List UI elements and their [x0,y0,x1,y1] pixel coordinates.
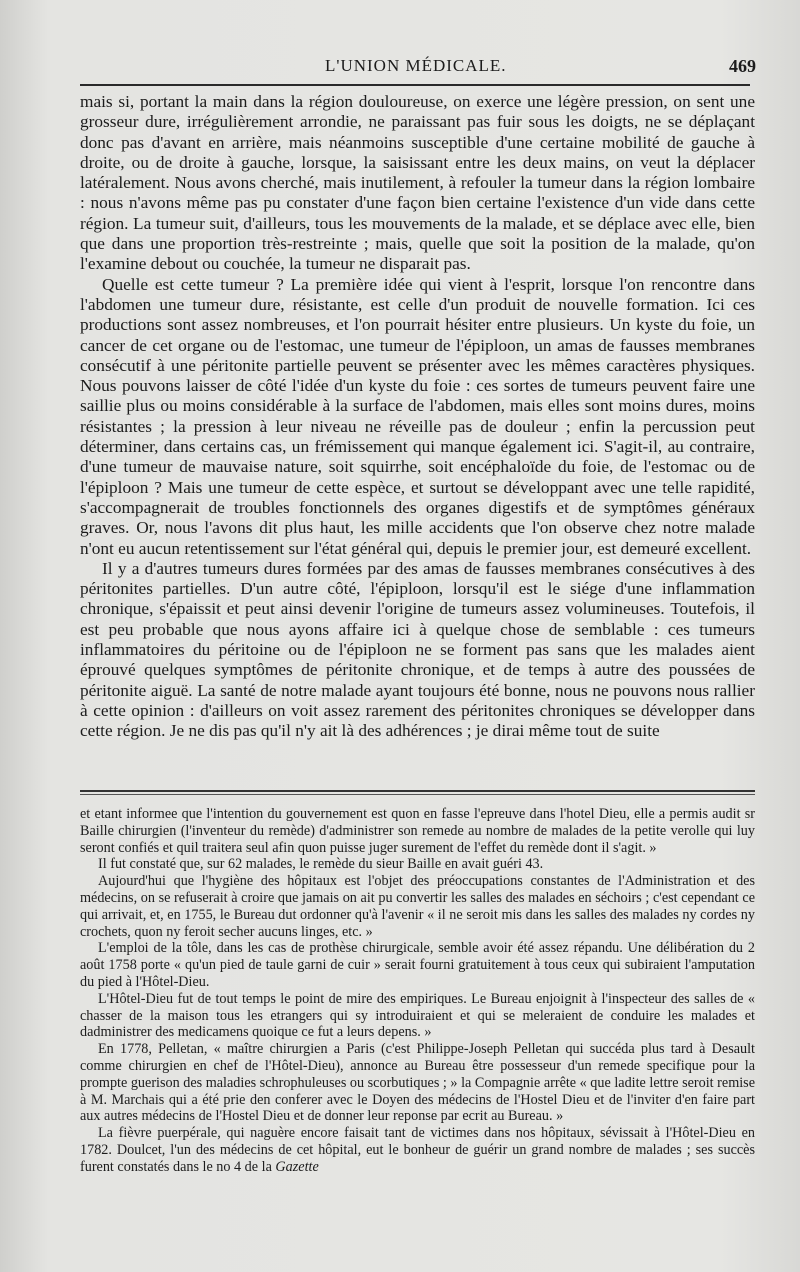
page-number: 469 [729,56,756,76]
main-text [80,92,755,742]
footnote-paragraph: Aujourd'hui que l'hygiène des hôpitaux est l'objet des préoccupations constantes de l'Administration et des médecins, on se refuserait à croire que jamais on ait pu convertir les salles des malades en séchoirs ; c'est cependant ce qui arrivait, et, en 1755, le Bureau dut ordonner qu'à l'avenir « il ne seroit mis dans les salles des malades ny cordes ny crochets, quon ny feroit secher aucuns linges, etc. » [80,873,755,940]
paragraph: Quelle est cette tumeur ? La première idée qui vient à l'esprit, lorsque l'on rencontre dans l'abdomen une tumeur dure, résistante, est celle d'un produit de nouvelle formation. Ici ces productions sont assez nombreuses, et l'on pourrait hésiter entre plusieurs. Un kyste du foie, un cancer de cet organe ou de l'estomac, une tumeur de l'épiploon, un amas de fausses membranes consécutif à une péritonite partielle peuvent se présenter avec les mêmes caractères physiques. Nous pouvons laisser de côté l'idée d'un kyste du foie : ces sortes de tumeurs peuvent faire une saillie plus ou moins considérable à la surface de l'abdomen, mais elles sont moins dures, moins résistantes ; la pression à leur niveau ne réveille pas de douleur ; enfin la percussion peut déterminer, dans certains cas, un frémissement qui manque également ici. S'agit-il, au contraire, d'une tumeur de mauvaise nature, soit squirrhe, soit encéphaloïde du foie, de l'estomac ou de l'épiploon ? Mais une tumeur de cette espèce, et surtout se développant avec une telle rapidité, s'accompagnerait de troubles fonctionnels des organes digestifs et de symptômes généraux graves. Or, nous l'avons dit plus haut, les mille accidents que l'on observe chez notre malade n'ont eu aucun retentissement sur l'état général qui, depuis le premier jour, est demeuré excellent. [80,274,755,558]
footnotes [80,806,755,1176]
footnote-paragraph: L'emploi de la tôle, dans les cas de prothèse chirurgicale, semble avoir été assez répandu. Une délibération du 2 août 1758 porte « qu'un pied de taule garni de cuir » serait fourni gratuitement à tous ceux qui subiraient l'amputation du pied à l'Hôtel-Dieu. [80,940,755,990]
footnote-paragraph [80,1125,755,1175]
header-rule [80,84,750,86]
footnote-text: La fièvre puerpérale, qui naguère encore faisait tant de victimes dans nos hôpitaux, sévissait à l'Hôtel-Dieu en 1782. Doulcet, l'un des médecins de cet hôpital, eut le bonheur de guérir un grand nombre de malades ; ses succès furent constatés dans le no 4 de la [80,1125,755,1175]
footnote-separator [80,790,755,795]
footnote-paragraph: En 1778, Pelletan, « maître chirurgien a Paris (c'est Philippe-Joseph Pelletan qui succéda plus tard à Desault comme chirurgien en chef de l'Hôtel-Dieu), annonce au Bureau être possesseur d'un remede specifique pour la prompte guerison des maladies schrophuleuses ou scorbutiques ; » la Compagnie arrête « que ladite lettre seroit remise à M. Marchais qui a été prie den conferer avec le Doyen des médecins de l'Hostel Dieu et de l'inviter d'en faire part aux autres médecins de l'Hostel Dieu et de donner leur reponse par ecrit au Bureau. » [80,1041,755,1125]
footnote-paragraph: Il fut constaté que, sur 62 malades, le remède du sieur Baille en avait guéri 43. [98,856,544,873]
paragraph: Il y a d'autres tumeurs dures formées par des amas de fausses membranes consécutives à des péritonites partielles. D'un autre côté, l'épiploon, lorsqu'il est le siége d'une inflammation chronique, s'épaissit et peut ainsi devenir l'origine de tumeurs assez volumineuses. Toutefois, il est peu probable que nous ayons affaire ici à quelque chose de semblable : ces tumeurs inflammatoires du péritoine ou de l'épiploon ne se forment pas sans que les malades aient éprouvé quelques symptômes de péritonite chronique, et de temps à autre des poussées de péritonite aiguë. La santé de notre malade ayant toujours été bonne, nous ne pouvons nous rallier à cette opinion : d'ailleurs on voit assez rarement des péritonites chroniques se développer dans cette région. Je ne dis pas qu'il n'y ait là des adhérences ; je dirai même tout de suite [80,558,755,741]
running-title: L'UNION MÉDICALE. [325,56,507,75]
gazette-title: Gazette [275,1158,319,1175]
page-header [80,56,770,84]
paragraph: mais si, portant la main dans la région douloureuse, on exerce une légère pression, on sent une grosseur dure, irrégulièrement arrondie, ne paraissant pas fuir sous les doigts, ne se déplaçant donc pas d'avant en arrière, mais néanmoins susceptible d'une certaine mobilité de gauche à droite, ou de droite à gauche, lorsque, la saisissant entre les deux mains, on veut la déplacer latéralement. Nous avons cherché, mais inutilement, à refouler la tumeur dans la région lombaire : nous n'avons même pas pu constater d'une façon bien certaine l'existence d'un vide dans cette région. La tumeur suit, d'ailleurs, tous les mouvements de la malade, et se déplace avec elle, bien que dans une proportion très-restreinte ; mais, quelle que soit la position de la malade, qu'on l'examine debout ou couchée, la tumeur ne disparait pas. [80,92,755,274]
footnote-paragraph: et etant informee que l'intention du gouvernement est quon en fasse l'epreuve dans l'hotel Dieu, elle a permis audit sr Baille chirurgien (l'inventeur du remède) d'administrer son remede au nombre de malades de la petite verolle qui luy seront confiés et quil traitera seul afin quon puisse juger surement de l'effet du remède dont il s'agit. » [80,806,755,856]
footnote-paragraph: L'Hôtel-Dieu fut de tout temps le point de mire des empiriques. Le Bureau enjoignit à l'inspecteur des salles de « chasser de la maison tous les etrangers qui sy introduiraient et qui se meleraient de conduire les malades et dadministrer des medicamens quoique ce fut a leurs depens. » [80,990,755,1041]
